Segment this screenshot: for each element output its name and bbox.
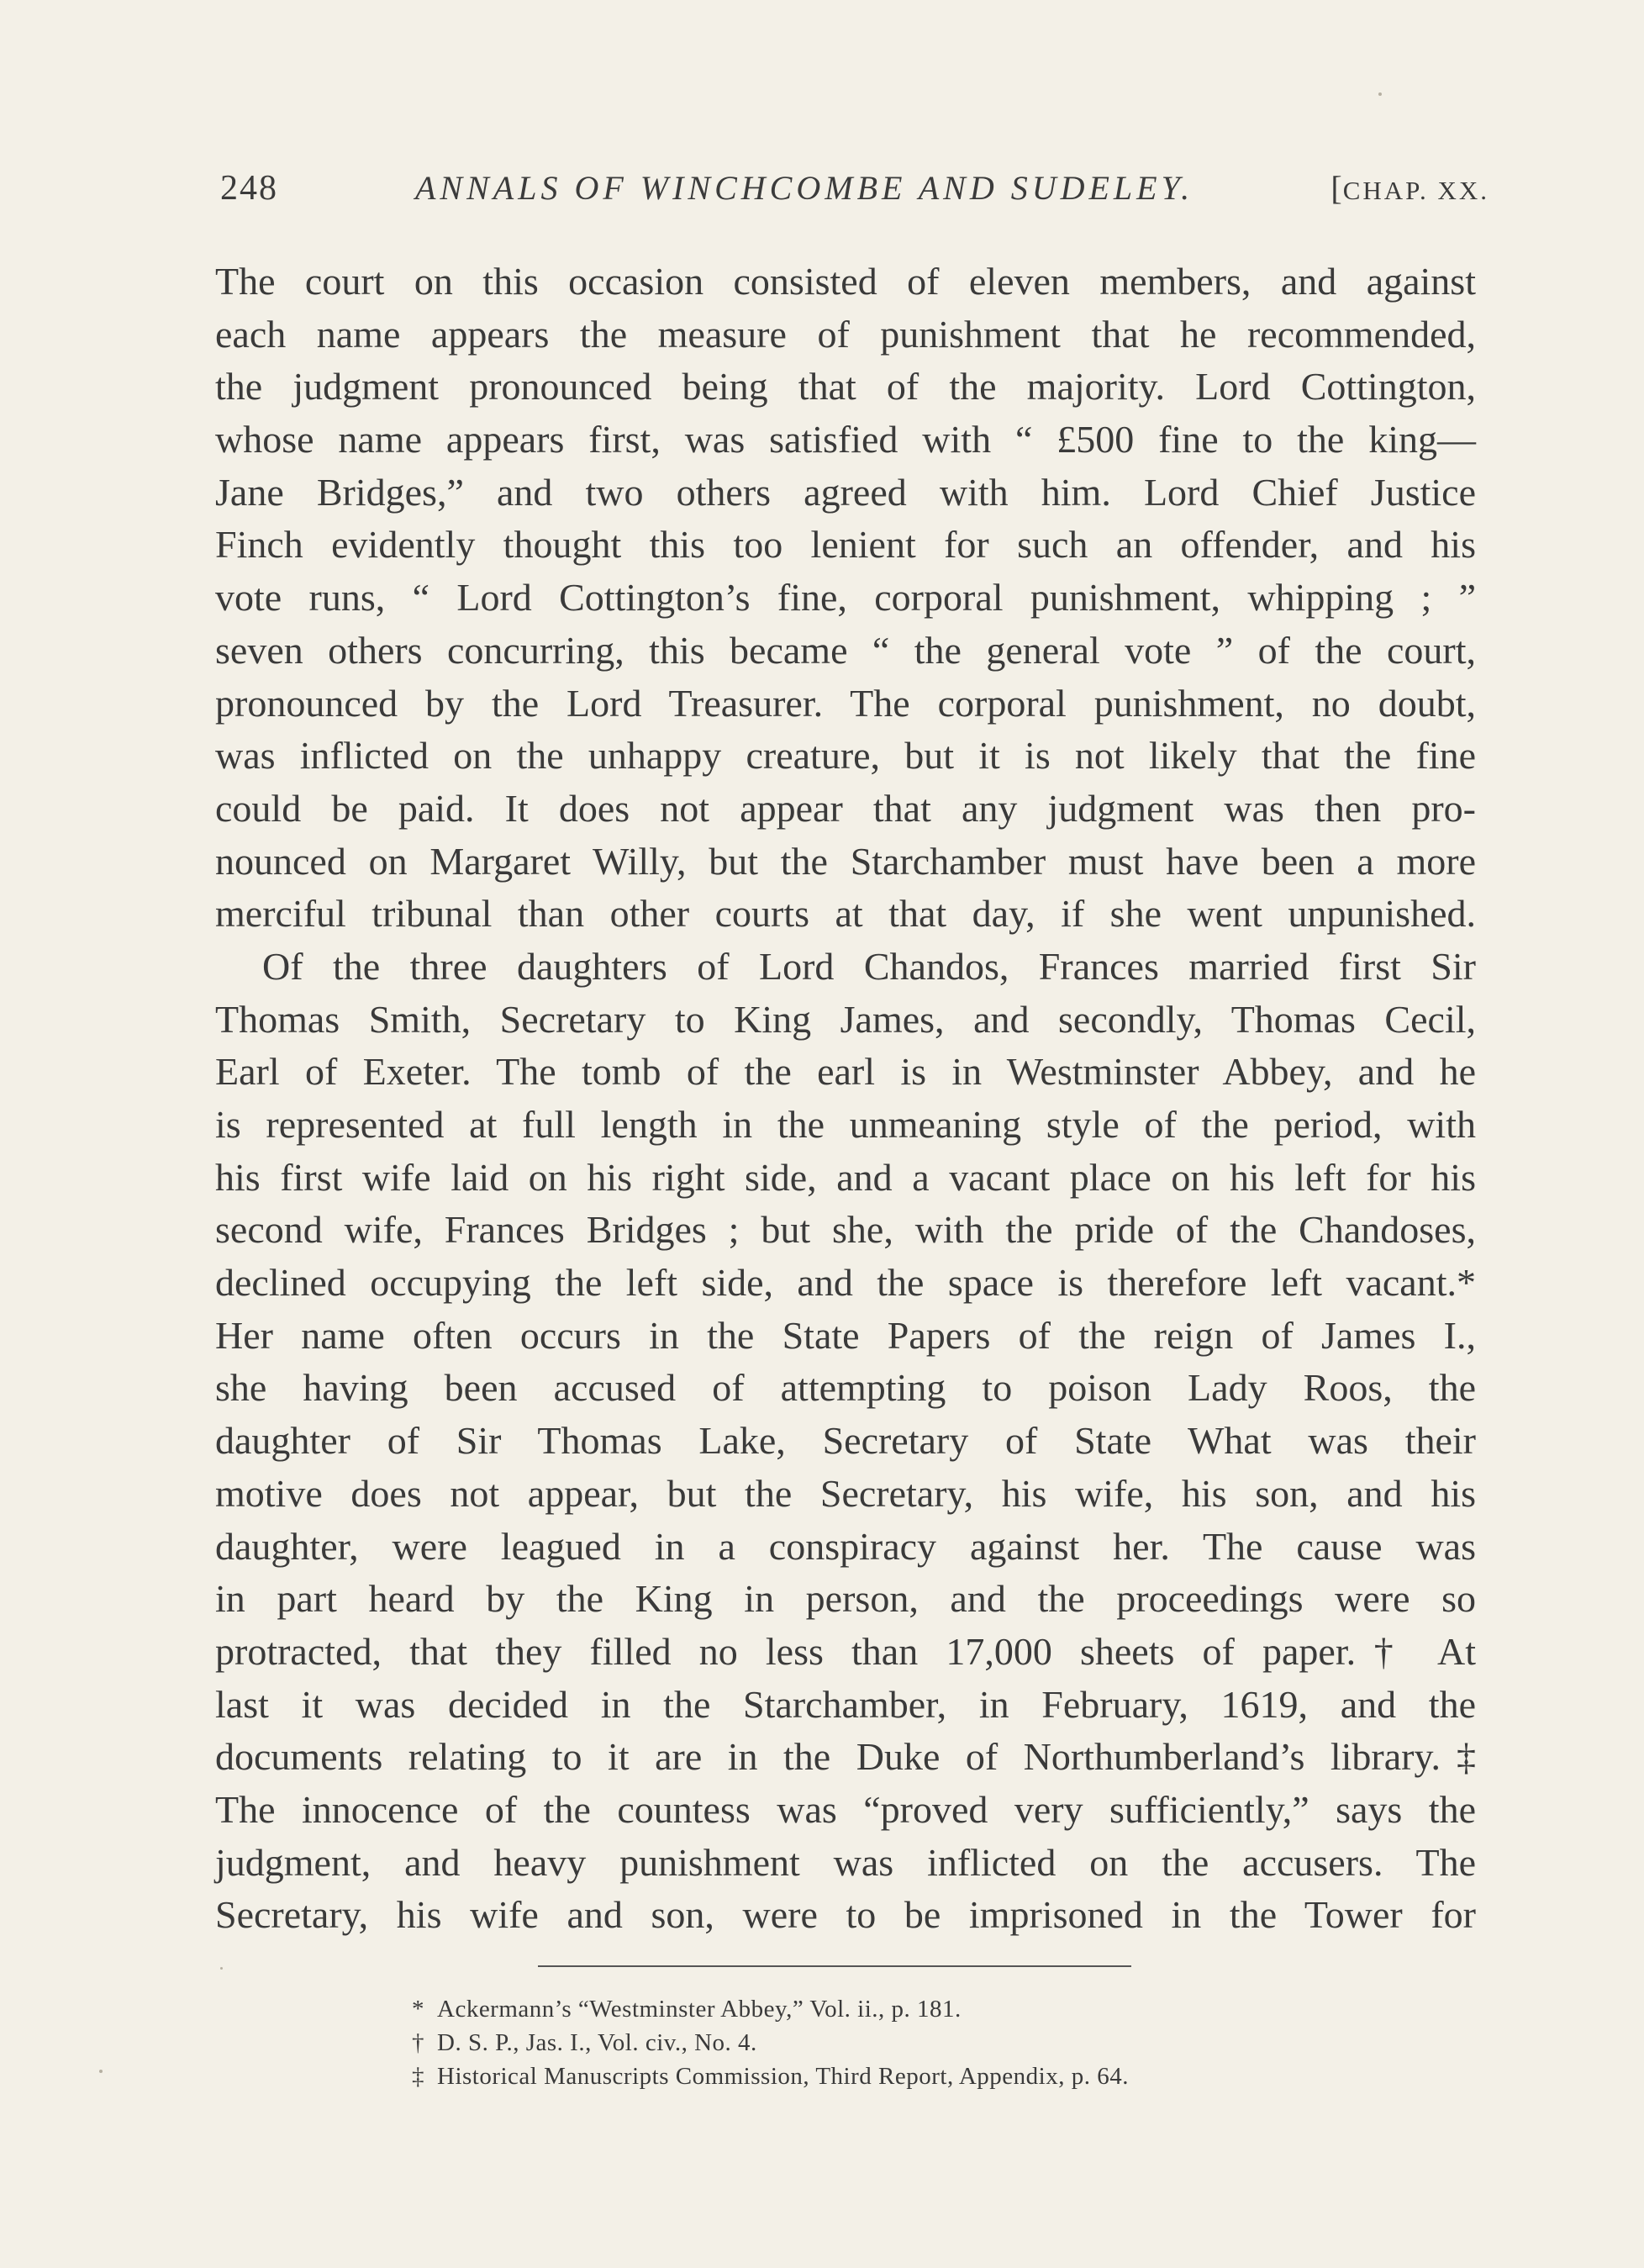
text-line: The innocence of the countess was “proved very sufficiently,” says the [215, 1787, 1476, 1831]
running-title: ANNALS OF WINCHCOMBE AND SUDELEY. [415, 169, 1194, 207]
text-line: nounced on Margaret Willy, but the Starchamber must have been a more [215, 839, 1476, 883]
chapter-text: CHAP. XX. [1342, 176, 1489, 205]
text-line: is represented at full length in the unmeaning style of the period, with [215, 1103, 1476, 1146]
text-line: his first wife laid on his right side, and a vacant place on his left for his [215, 1155, 1476, 1199]
body-text [215, 256, 1476, 1942]
text-line: the judgment pronounced being that of the majority. Lord Cottington, [215, 365, 1476, 409]
text-line: The court on this occasion consisted of eleven members, and against [215, 260, 1476, 303]
text-line: Secretary, his wife and son, were to be imprisoned in the Tower for [215, 1893, 1476, 1937]
footnote-text: Historical Manuscripts Commission, Third Report, Appendix, p. 64. [437, 2063, 1129, 2090]
text-line: last it was decided in the Starchamber, in February, 1619, and the [215, 1682, 1476, 1726]
text-line: whose name appears first, was satisfied with “ £500 fine to the king— [215, 418, 1476, 462]
text-line: Her name often occurs in the State Papers of the reign of James I., [215, 1313, 1476, 1357]
paragraph-start-line: Of the three daughters of Lord Chandos, Frances married first Sir [262, 944, 1476, 988]
footnote-text: Ackermann’s “Westminster Abbey,” Vol. ii., p. 181. [437, 1996, 962, 2023]
paper-speck [1378, 92, 1382, 96]
paper-speck [220, 1967, 223, 1970]
text-line: could be paid. It does not appear that any judgment was then pro- [215, 786, 1476, 830]
footnote-mark: * [412, 1996, 424, 2023]
text-line: seven others concurring, this became “ the general vote ” of the court, [215, 628, 1476, 672]
footnote [412, 2026, 1336, 2060]
footnote-mark: † [412, 2029, 424, 2056]
text-line: second wife, Frances Bridges ; but she, with the pride of the Chandoses, [215, 1208, 1476, 1252]
footnote [412, 1992, 1336, 2026]
text-line: Finch evidently thought this too lenient for such an offender, and his [215, 523, 1476, 567]
footnote-text: D. S. P., Jas. I., Vol. civ., No. 4. [437, 2029, 757, 2056]
footnote [412, 2060, 1336, 2093]
page-number: 248 [220, 169, 278, 208]
text-line: Jane Bridges,” and two others agreed with him. Lord Chief Justice [215, 470, 1476, 514]
text-line: pronounced by the Lord Treasurer. The corporal punishment, no doubt, [215, 681, 1476, 725]
chapter-bracket: [ [1330, 169, 1343, 207]
paper-speck [99, 2070, 103, 2073]
text-line: motive does not appear, but the Secretary, his wife, his son, and his [215, 1471, 1476, 1515]
text-line: each name appears the measure of punishment that he recommended, [215, 312, 1476, 356]
footnote-mark: ‡ [412, 2063, 424, 2090]
text-line: in part heard by the King in person, and the proceedings were so [215, 1577, 1476, 1621]
text-line: documents relating to it are in the Duke of Northumberland’s library.‡ [215, 1735, 1476, 1779]
text-line: daughter of Sir Thomas Lake, Secretary of State What was their [215, 1419, 1476, 1463]
text-line: she having been accused of attempting to poison Lady Roos, the [215, 1366, 1476, 1410]
chapter-label [1330, 168, 1489, 208]
footnotes [412, 1992, 1336, 2093]
text-line: Thomas Smith, Secretary to King James, and secondly, Thomas Cecil, [215, 997, 1476, 1041]
running-head [220, 168, 1489, 219]
text-line: daughter, were leagued in a conspiracy against her. The cause was [215, 1524, 1476, 1568]
footnote-divider [538, 1965, 1131, 1967]
text-line: Earl of Exeter. The tomb of the earl is in Westminster Abbey, and he [215, 1050, 1476, 1094]
text-line: judgment, and heavy punishment was inflicted on the accusers. The [215, 1840, 1476, 1884]
text-line: declined occupying the left side, and the space is therefore left vacant.* [215, 1261, 1476, 1305]
text-line: merciful tribunal than other courts at that day, if she went unpunished. [215, 892, 1476, 936]
text-line: was inflicted on the unhappy creature, but it is not likely that the fine [215, 734, 1476, 778]
text-line: protracted, that they filled no less than 17,000 sheets of paper.† At [215, 1629, 1476, 1673]
text-line: vote runs, “ Lord Cottington’s fine, corporal punishment, whipping ; ” [215, 576, 1476, 620]
